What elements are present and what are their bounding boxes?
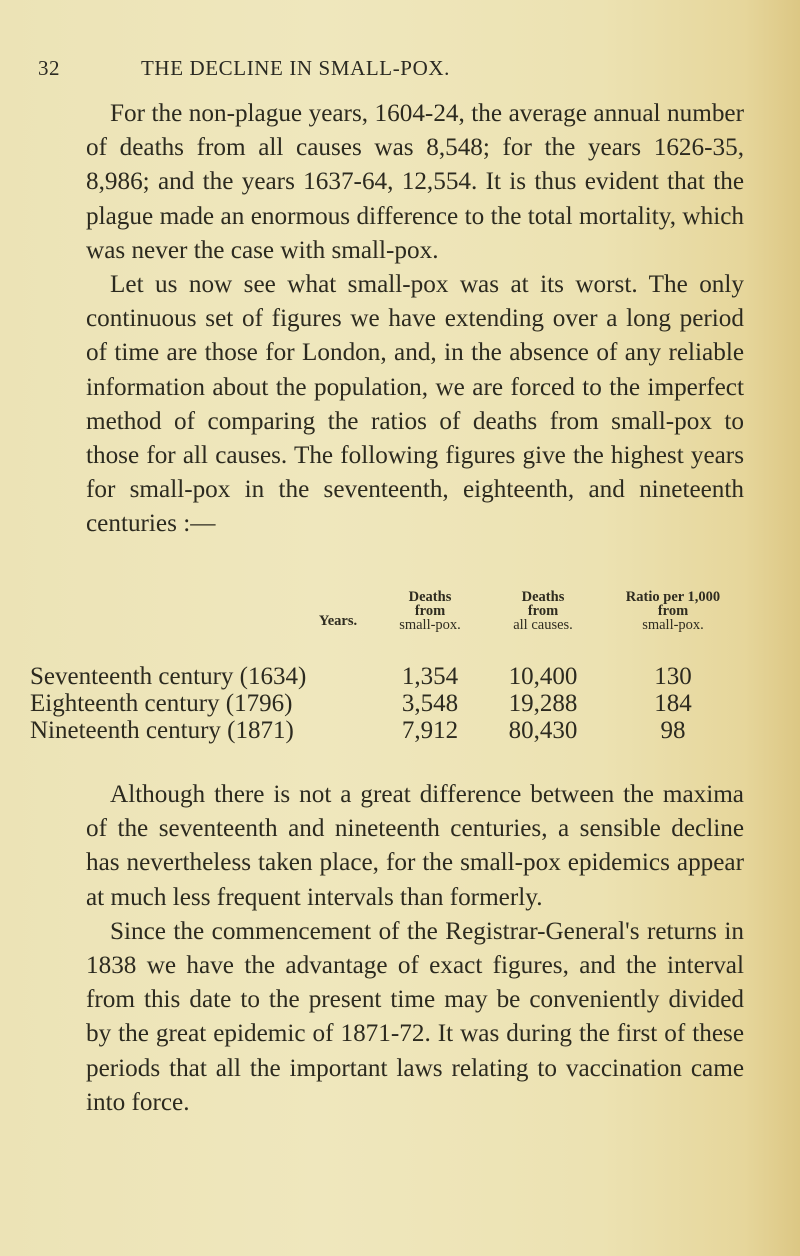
paragraph-decline: Although there is not a great difference between the maxima of the seventeenth and nineteenth centuries, a sensible decline has nevertheless taken place, for the small-pox epidemics appear at much less frequent intervals than formerly.	[86, 781, 744, 911]
body-text-before-table	[86, 97, 744, 542]
header-line: small-pox.	[642, 617, 704, 633]
cell-ratio: 184	[654, 690, 692, 717]
header-line: from	[527, 603, 559, 619]
cell-deaths-smallpox: 7,912	[401, 717, 459, 744]
table-row	[30, 717, 746, 744]
header-line: Ratio per 1,000	[625, 589, 721, 605]
header-line: Deaths	[521, 589, 565, 605]
cell-deaths-all: 80,430	[508, 717, 578, 744]
header-line: all causes.	[513, 617, 573, 633]
cell-deaths-all: 19,288	[508, 690, 578, 717]
row-label: Nineteenth century (1871)	[30, 717, 294, 744]
row-label: Seventeenth century (1634)	[30, 663, 307, 690]
header-years	[308, 614, 368, 628]
header-line: small-pox.	[399, 617, 461, 633]
paragraph-plague-mortality: For the non-plague years, 1604-24, the average annual number of deaths from all causes was 8,548; for the years 1626-35, 8,986; and the years 1637-64, 12,554. It is thus evident that the plague made an enormous difference to the total mortality, which was never the case with small-pox.	[86, 100, 744, 264]
header-ratio-per-1000	[606, 590, 740, 632]
header-line: from	[414, 603, 446, 619]
running-title: THE DECLINE IN SMALL-POX.	[141, 56, 450, 80]
cell-deaths-smallpox: 1,354	[401, 663, 459, 690]
table-header	[86, 590, 746, 663]
cell-ratio: 130	[654, 663, 692, 690]
cell-deaths-smallpox: 3,548	[401, 690, 459, 717]
page-number: 32	[38, 56, 60, 80]
cell-ratio: 98	[660, 717, 686, 744]
cell-deaths-all: 10,400	[508, 663, 578, 690]
paragraph-registrar-general: Since the commencement of the Registrar-General's returns in 1838 we have the advantage of exact figures, and the interval from this date to the present time may be conveniently divided by the great epidemic of 1871-72. It was during the first of these periods that all the important laws relating to vaccination came into force.	[86, 917, 744, 1116]
header-years-label: Years.	[318, 613, 358, 629]
header-line: Deaths	[408, 589, 452, 605]
header-deaths-all-causes	[496, 590, 590, 632]
header-line: from	[657, 603, 689, 619]
row-label: Eighteenth century (1796)	[30, 690, 293, 717]
table-row	[30, 690, 746, 717]
paragraph-smallpox-worst: Let us now see what small-pox was at its worst. The only continuous set of figures we have extending over a long period of time are those for London, and, in the absence of any reliable information about the population, we are forced to the imperfect method of comparing the ratios of deaths from small-pox to those for all causes. The following figures give the highest years for small-pox in the seventeenth, eighteenth, and nineteenth centuries :—	[86, 271, 744, 538]
smallpox-deaths-table	[30, 589, 746, 744]
header-deaths-smallpox	[378, 590, 482, 632]
body-text-after-table	[86, 778, 744, 1120]
table-row	[30, 663, 746, 690]
